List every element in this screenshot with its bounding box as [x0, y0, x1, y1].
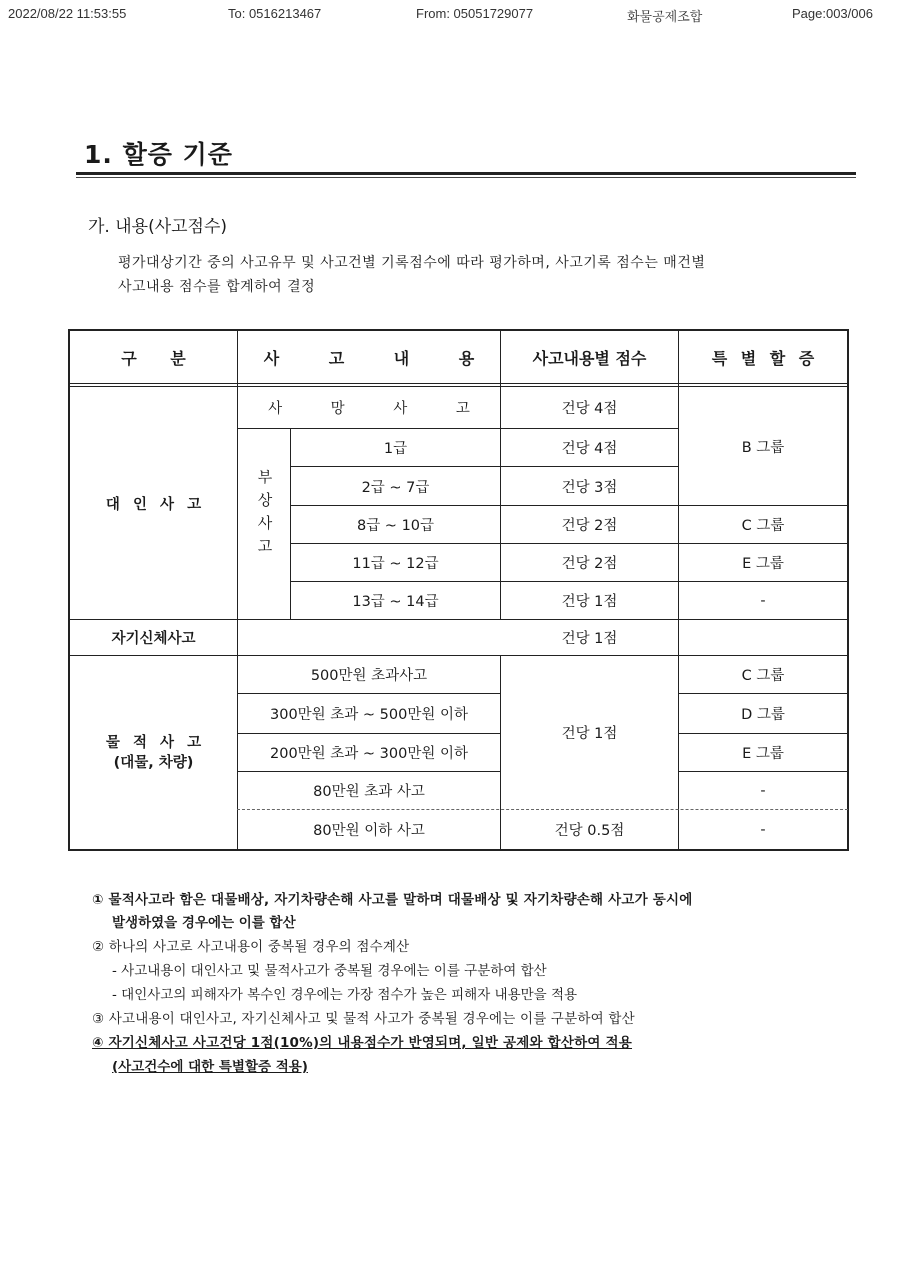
note-3: ③ 사고내용이 대인사고, 자기신체사고 및 물적 사고가 중복될 경우에는 이를 구분하여 합산 — [92, 1011, 635, 1027]
header-category: 구 분 — [121, 348, 200, 368]
note-2-item-2: - 대인사고의 피해자가 복수인 경우에는 가장 점수가 높은 피해자 내용만을 적용 — [112, 987, 578, 1003]
injury-grade-row: 8급 ~ 10급 — [356, 518, 435, 534]
property-surcharge-row: C 그룹 — [741, 668, 785, 684]
header-surcharge: 특 별 할 증 — [711, 348, 819, 368]
property-surcharge-row: E 그룹 — [742, 746, 784, 762]
fax-sender: 화물공제조합 — [627, 9, 703, 24]
property-surcharge-row: - — [760, 782, 766, 799]
fax-to: To: 0516213467 — [228, 6, 322, 21]
note-2-item-1: - 사고내용이 대인사고 및 물적사고가 중복될 경우에는 이를 구분하여 합산 — [112, 963, 547, 979]
note-4-line-2: (사고건수에 대한 특별할증 적용) — [112, 1059, 308, 1075]
property-content-row: 300만원 초과 ~ 500만원 이하 — [270, 707, 468, 723]
injury-score-row: 건당 3점 — [561, 479, 618, 496]
surcharge-none: - — [760, 592, 766, 609]
injury-grade-row: 13급 ~ 14급 — [352, 594, 439, 610]
self-body-accident-label: 자기신체사고 — [111, 631, 196, 647]
injury-grade-row: 2급 ~ 7급 — [361, 479, 430, 496]
fax-from: From: 05051729077 — [416, 6, 534, 21]
injury-score-row: 건당 2점 — [561, 556, 618, 572]
property-score-main: 건당 1점 — [561, 726, 618, 742]
header-content: 사 고 내 용 — [263, 348, 497, 368]
note-1-line-2: 발생하였을 경우에는 이를 합산 — [112, 915, 296, 931]
note-1-line-1: ① 물적사고라 함은 대물배상, 자기차량손해 사고를 말하며 대물배상 및 자기차량손해 사고가 동시에 — [92, 892, 693, 908]
injury-score-row: 건당 4점 — [561, 441, 618, 457]
property-content-row: 80만원 초과 사고 — [313, 784, 425, 800]
section-title: 1. 할증 기준 — [84, 140, 233, 169]
property-content-row: 80만원 이하 사고 — [313, 823, 425, 839]
injury-accident-label: 부 상 사 고 — [257, 468, 273, 555]
self-body-accident-score: 건당 1점 — [561, 631, 618, 647]
property-surcharge-row: - — [760, 821, 766, 838]
death-accident-label: 사 망 사 고 — [268, 401, 492, 417]
property-content-row: 200만원 초과 ~ 300만원 이하 — [270, 746, 468, 762]
property-score-last: 건당 0.5점 — [554, 823, 625, 839]
injury-grade-row: 1급 — [383, 441, 408, 457]
description-line-1: 평가대상기간 중의 사고유무 및 사고건별 기록점수에 따라 평가하며, 사고기록 점수는 매건별 — [118, 255, 706, 271]
surcharge-group-e: E 그룹 — [742, 556, 784, 572]
injury-score-row: 건당 2점 — [561, 518, 618, 534]
death-accident-score: 건당 4점 — [561, 401, 618, 417]
note-4-line-1: ④ 자기신체사고 사고건당 1점(10%)의 내용점수가 반영되며, 일반 공제와 합산하여 적용 — [92, 1035, 633, 1051]
fax-page-number: Page:003/006 — [792, 6, 873, 21]
subsection-title: 가. 내용(사고점수) — [88, 217, 228, 237]
header-score: 사고내용별 점수 — [532, 348, 647, 368]
description-line-2: 사고내용 점수를 합계하여 결정 — [118, 279, 316, 295]
injury-score-row: 건당 1점 — [561, 594, 618, 610]
surcharge-group-b: B 그룹 — [741, 439, 785, 456]
property-accident-label: 물 적 사 고 (대물, 차량) — [105, 734, 206, 771]
fax-date: 2022/08/22 11:53:55 — [8, 6, 127, 21]
personal-accident-label: 대 인 사 고 — [105, 496, 206, 513]
property-surcharge-row: D 그룹 — [741, 707, 785, 723]
property-content-row: 500만원 초과사고 — [310, 668, 428, 684]
note-2: ② 하나의 사고로 사고내용이 중복될 경우의 점수계산 — [92, 939, 410, 955]
injury-grade-row: 11급 ~ 12급 — [352, 556, 439, 572]
surcharge-group-c: C 그룹 — [741, 518, 785, 534]
